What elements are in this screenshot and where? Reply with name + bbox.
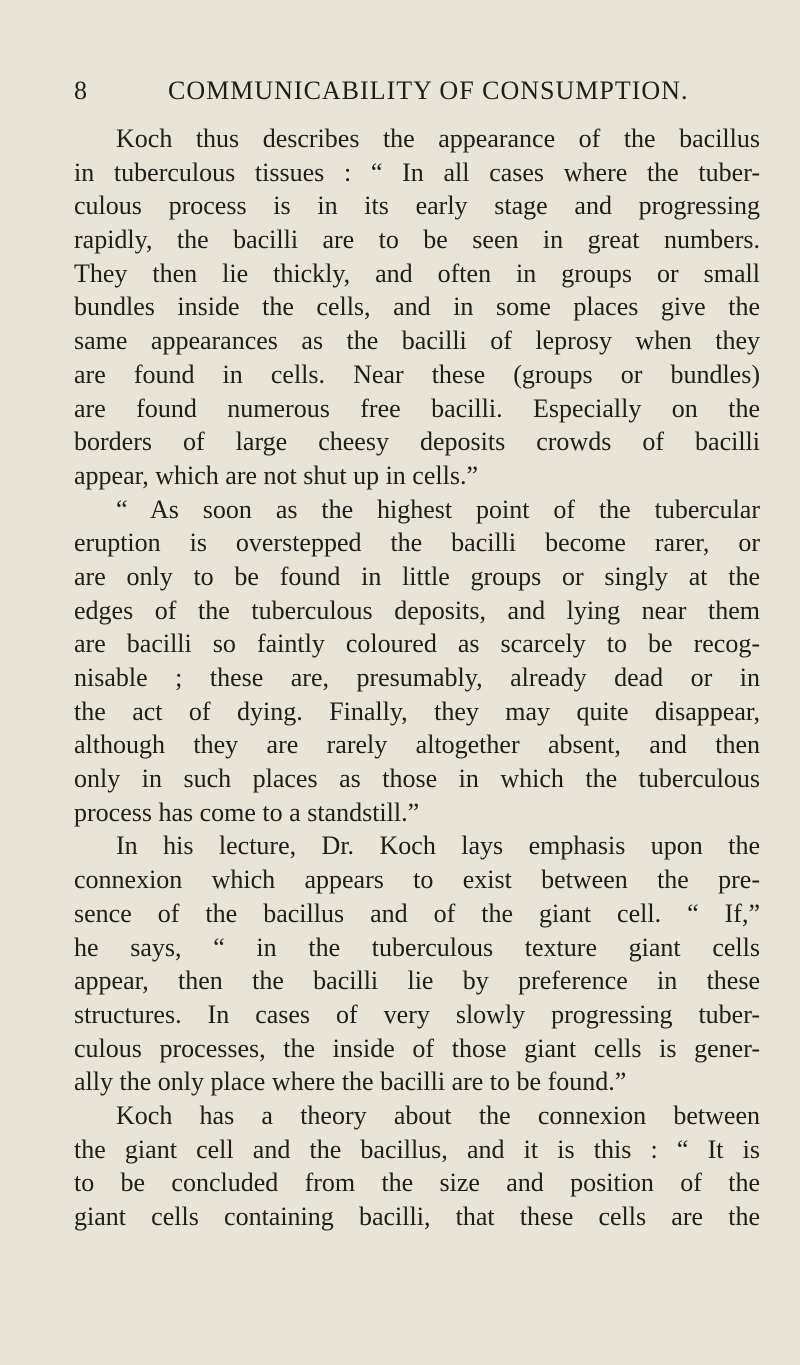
text-line: are found in cells. Near these (groups or bundles) (74, 359, 760, 389)
text-line: “ As soon as the highest point of the tubercular (116, 494, 760, 524)
text-line: although they are rarely altogether absent, and then (74, 730, 760, 760)
text-line: connexion which appears to exist between the pre- (74, 865, 760, 895)
running-title: COMMUNICABILITY OF CONSUMPTION. (168, 76, 689, 105)
text-line: Koch thus describes the appearance of the bacillus (116, 124, 760, 153)
text-line: the act of dying. Finally, they may quite disappear, (74, 696, 760, 726)
text-line: structures. In cases of very slowly progressing tuber- (74, 999, 760, 1029)
text-line: he says, “ in the tuberculous texture giant cells (74, 932, 760, 962)
text-line: culous processes, the inside of those giant cells is gener- (74, 1033, 760, 1063)
page-number: 8 (74, 76, 88, 105)
text-line: Koch has a theory about the connexion between (116, 1100, 760, 1130)
text-line: appear, then the bacilli lie by preference in these (74, 966, 760, 996)
text-line: eruption is overstepped the bacilli become rarer, or (74, 528, 760, 558)
text-line: same appearances as the bacilli of leprosy when they (74, 326, 760, 356)
text-line: sence of the bacillus and of the giant cell. “ If,” (74, 898, 760, 928)
text-line: edges of the tuberculous deposits, and lying near them (74, 595, 760, 625)
text-line: ally the only place where the bacilli are to be found.” (74, 1067, 627, 1097)
text-line: bundles inside the cells, and in some places give the (74, 292, 760, 322)
text-line: to be concluded from the size and position of the (74, 1168, 760, 1198)
text-line: the giant cell and the bacillus, and it is this : “ It is (74, 1134, 760, 1164)
text-line: in tuberculous tissues : “ In all cases where the tuber- (74, 157, 760, 187)
text-line: are only to be found in little groups or singly at the (74, 561, 760, 591)
text-line: borders of large cheesy deposits crowds of bacilli (74, 427, 760, 457)
text-line: nisable ; these are, presumably, already dead or in (74, 663, 760, 692)
text-line: In his lecture, Dr. Koch lays emphasis upon the (116, 831, 760, 861)
running-head (74, 74, 760, 108)
text-line: only in such places as those in which the tuberculous (74, 764, 760, 794)
body-text (74, 122, 760, 1234)
text-line: are bacilli so faintly coloured as scarcely to be recog- (74, 629, 760, 659)
text-line: are found numerous free bacilli. Especially on the (74, 393, 760, 423)
text-line: rapidly, the bacilli are to be seen in great numbers. (74, 225, 760, 255)
text-line: They then lie thickly, and often in groups or small (74, 258, 760, 288)
text-line: appear, which are not shut up in cells.” (74, 460, 478, 490)
text-line: process has come to a standstill.” (74, 797, 420, 827)
text-line: culous process is in its early stage and progressing (74, 191, 760, 221)
text-line: giant cells containing bacilli, that these cells are the (74, 1202, 760, 1231)
